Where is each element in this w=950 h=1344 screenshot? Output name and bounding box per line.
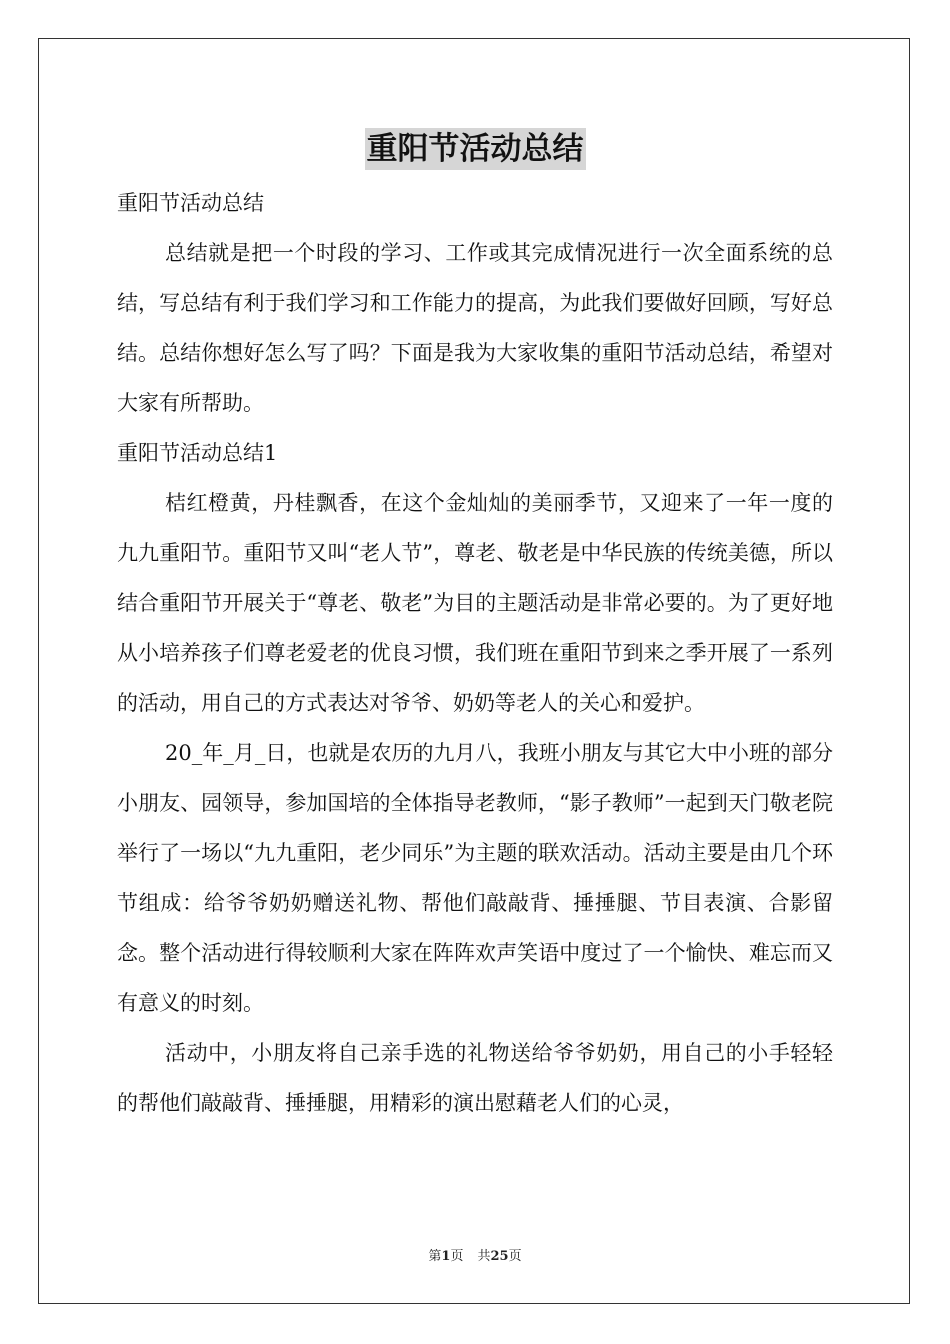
footer-current-page: 1: [441, 1249, 451, 1264]
section-heading-1: 重阳节活动总结1: [117, 441, 278, 465]
paragraph-subtitle: 重阳节活动总结: [117, 191, 264, 215]
footer-total-pages: 25: [490, 1249, 509, 1264]
paragraph-body: 桔红橙黄，丹桂飘香，在这个金灿灿的美丽季节，又迎来了一年一度的九九重阳节。重阳节又叫“老人节”，尊老、敬老是中华民族的传统美德，所以结合重阳节开展关于“尊老、敬老”为目的主题活动是非常必要的。为了更好地从小培养孩子们尊老爱老的优良习惯，我们班在重阳节到来之季开展了一系列的活动，用自己的方式表达对爷爷、奶奶等老人的关心和爱护。: [117, 491, 833, 715]
title-container: [0, 128, 950, 170]
document-title: 重阳节活动总结: [365, 128, 586, 170]
footer-total-prefix: 共: [477, 1249, 491, 1264]
paragraph-body: 20_年_月_日，也就是农历的九月八，我班小朋友与其它大中小班的部分小朋友、园领导，参加国培的全体指导老教师，“影子教师”一起到天门敬老院举行了一场以“九九重阳，老少同乐”为主题的联欢活动。活动主要是由几个环节组成：给爷爷奶奶赠送礼物、帮他们敲敲背、捶捶腿、节目表演、合影留念。整个活动进行得较顺利大家在阵阵欢声笑语中度过了一个愉快、难忘而又有意义的时刻。: [117, 741, 833, 1015]
paragraph-body: 活动中，小朋友将自己亲手选的礼物送给爷爷奶奶，用自己的小手轻轻的帮他们敲敲背、捶捶腿，用精彩的演出慰藉老人们的心灵，: [117, 1041, 833, 1115]
page-footer: [0, 1247, 950, 1267]
document-body: [117, 178, 833, 1128]
paragraph-intro: 总结就是把一个时段的学习、工作或其完成情况进行一次全面系统的总结，写总结有利于我们学习和工作能力的提高，为此我们要做好回顾，写好总结。总结你想好怎么写了吗？下面是我为大家收集的重阳节活动总结，希望对大家有所帮助。: [117, 241, 833, 415]
footer-prefix: 第: [428, 1249, 442, 1264]
footer-page-suffix: 页: [450, 1249, 464, 1264]
footer-total-suffix: 页: [508, 1249, 522, 1264]
